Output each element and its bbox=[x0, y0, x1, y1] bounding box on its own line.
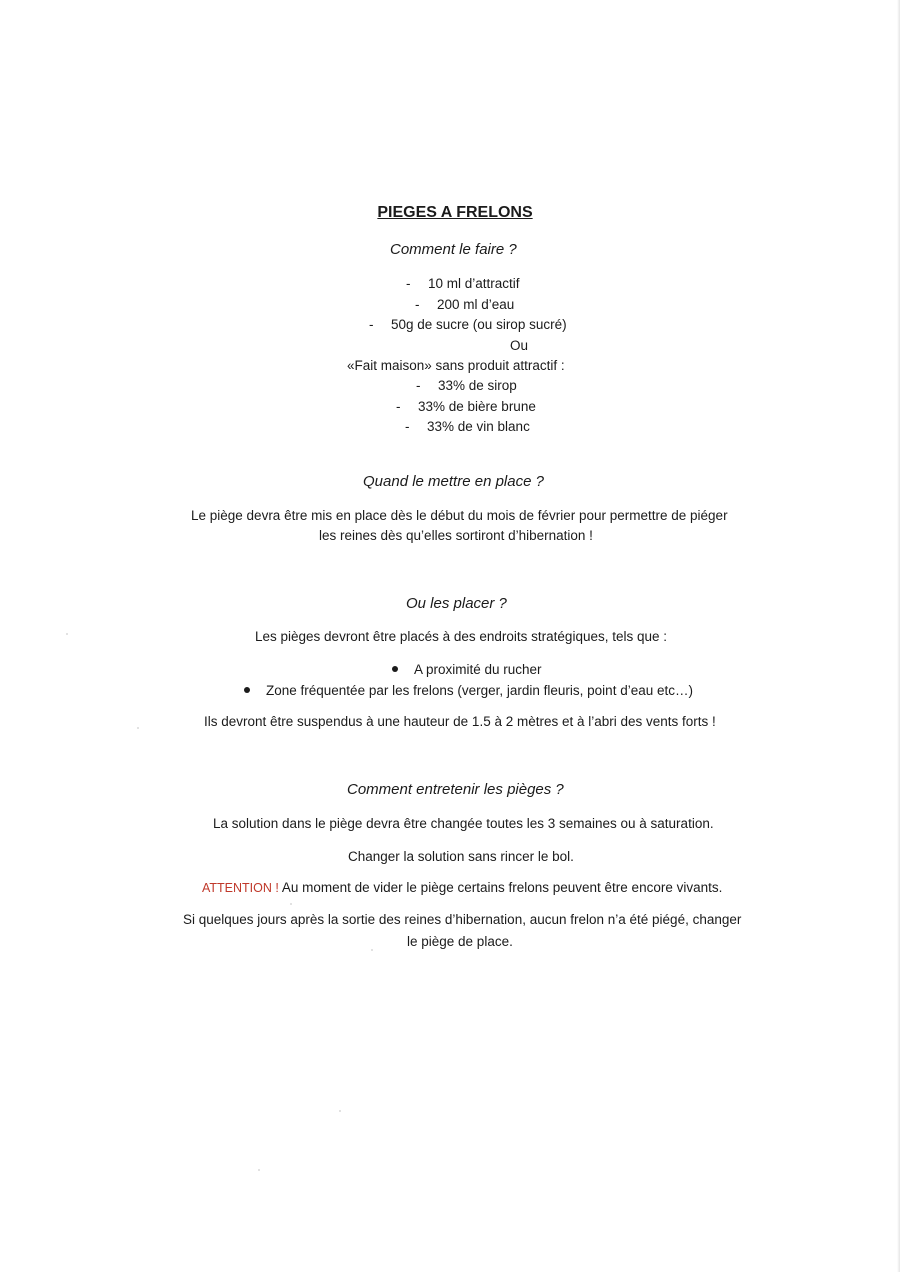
homemade-text: 33% de vin blanc bbox=[427, 419, 530, 434]
bullet-icon bbox=[392, 666, 398, 672]
list-item bbox=[405, 418, 530, 436]
dash-marker: - bbox=[415, 297, 420, 312]
dash-marker: - bbox=[396, 399, 401, 414]
paragraph-line: La solution dans le piège devra être changée toutes les 3 semaines ou à saturation. bbox=[213, 816, 714, 831]
ingredient-text: 200 ml d’eau bbox=[437, 297, 515, 312]
heading-comment-le-faire: Comment le faire ? bbox=[390, 241, 517, 258]
paragraph-line: Si quelques jours après la sortie des reines d’hibernation, aucun frelon n’a été piégé, changer bbox=[183, 912, 742, 927]
bullet-text: Zone fréquentée par les frelons (verger, jardin fleuris, point d’eau etc…) bbox=[266, 683, 693, 698]
heading-quand-le-mettre: Quand le mettre en place ? bbox=[363, 473, 544, 490]
paragraph-line: les reines dès qu’elles sortiront d’hibernation ! bbox=[319, 528, 593, 543]
scan-speck bbox=[339, 1110, 341, 1112]
paragraph-line: Changer la solution sans rincer le bol. bbox=[348, 849, 574, 864]
heading-comment-entretenir: Comment entretenir les pièges ? bbox=[347, 781, 564, 798]
homemade-text: 33% de bière brune bbox=[418, 399, 536, 414]
list-item bbox=[369, 316, 567, 334]
attention-label: ATTENTION ! bbox=[202, 881, 279, 895]
list-item bbox=[244, 682, 693, 700]
dash-marker: - bbox=[369, 317, 374, 332]
bullet-text: A proximité du rucher bbox=[414, 662, 542, 677]
separator-ou: Ou bbox=[510, 338, 529, 353]
dash-marker: - bbox=[416, 378, 421, 393]
scan-speck bbox=[371, 949, 373, 951]
ingredient-text: 50g de sucre (ou sirop sucré) bbox=[391, 317, 567, 332]
homemade-text: 33% de sirop bbox=[438, 378, 517, 393]
paragraph-line: Ils devront être suspendus à une hauteur de 1.5 à 2 mètres et à l’abri des vents forts ! bbox=[204, 714, 716, 729]
bullet-icon bbox=[244, 687, 250, 693]
dash-marker: - bbox=[406, 276, 411, 291]
list-item bbox=[392, 661, 542, 679]
paragraph-line: le piège de place. bbox=[407, 934, 513, 949]
page-title: PIEGES A FRELONS bbox=[377, 204, 533, 221]
list-item bbox=[415, 296, 514, 314]
ingredient-text: 10 ml d’attractif bbox=[428, 276, 520, 291]
scan-speck bbox=[137, 727, 139, 729]
attention-line bbox=[202, 879, 722, 897]
paragraph-line: Les pièges devront être placés à des endroits stratégiques, tels que : bbox=[255, 629, 668, 644]
list-item bbox=[396, 398, 536, 416]
scan-speck bbox=[258, 1169, 260, 1171]
homemade-label: «Fait maison» sans produit attractif : bbox=[347, 358, 565, 373]
heading-ou-les-placer: Ou les placer ? bbox=[406, 595, 507, 612]
scan-speck bbox=[66, 633, 68, 635]
attention-text: Au moment de vider le piège certains frelons peuvent être encore vivants. bbox=[278, 880, 723, 895]
list-item bbox=[416, 377, 517, 395]
scan-speck bbox=[290, 903, 292, 905]
paragraph-line: Le piège devra être mis en place dès le début du mois de février pour permettre de piéger bbox=[191, 508, 728, 523]
list-item bbox=[406, 275, 520, 293]
dash-marker: - bbox=[405, 419, 410, 434]
